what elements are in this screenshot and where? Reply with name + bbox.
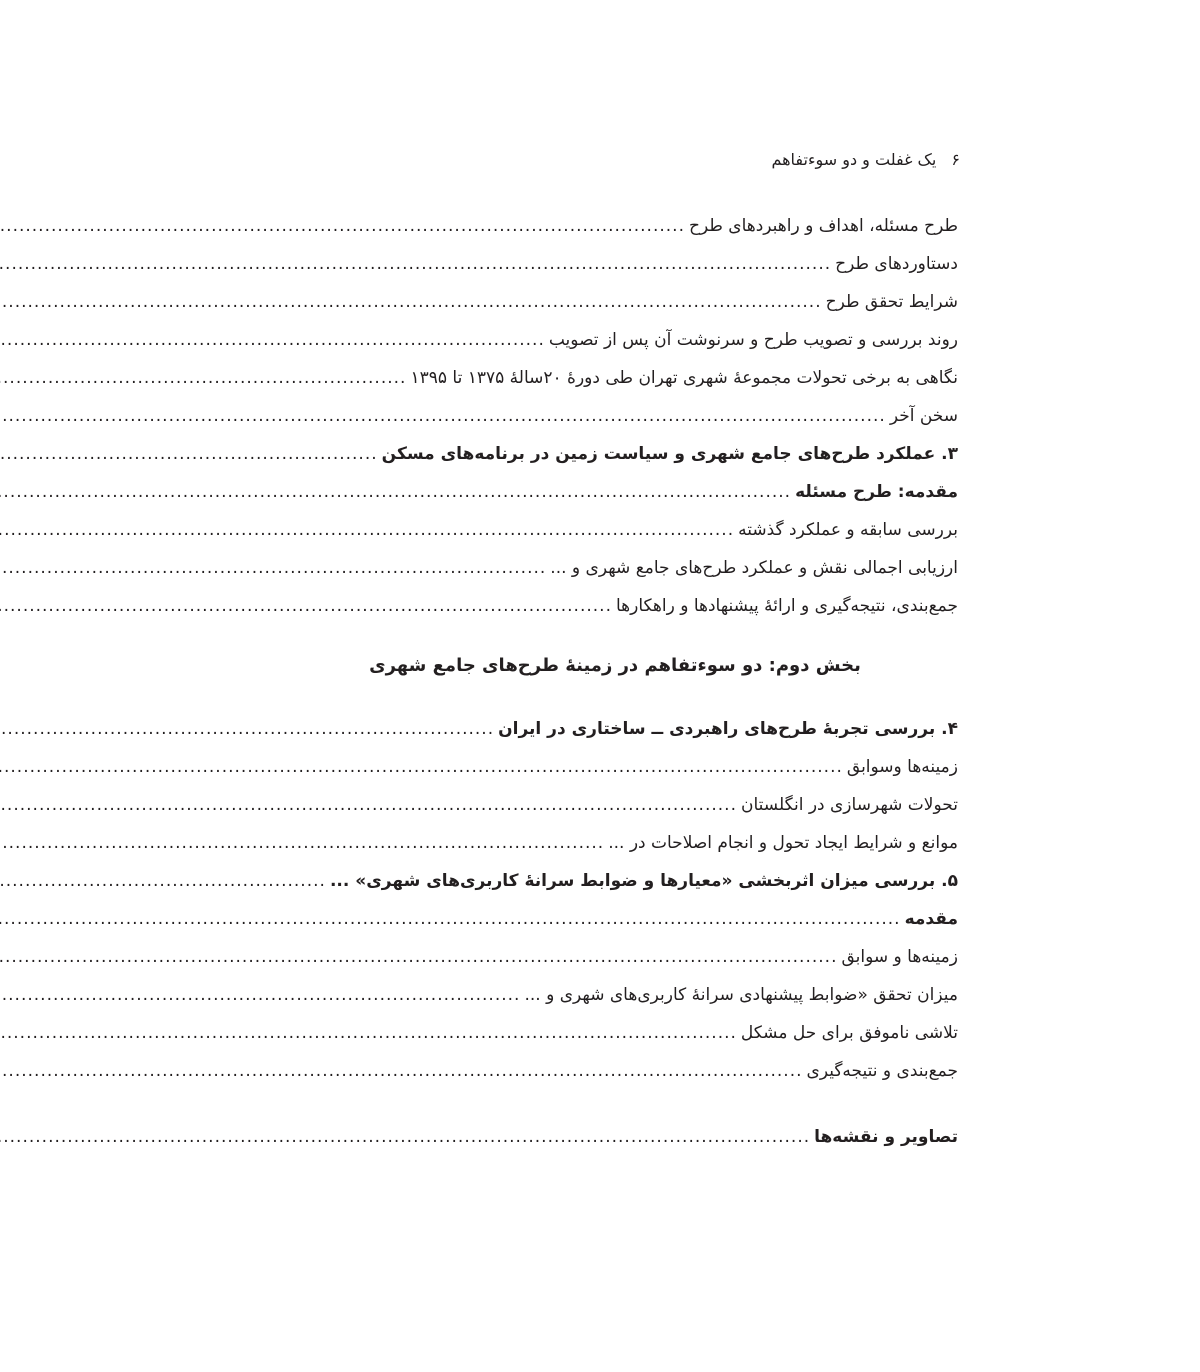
toc-chapter-entry — [272, 710, 958, 748]
part-heading: بخش دوم: دو سوءتفاهم در زمینهٔ طرح‌های جامع شهری — [369, 655, 861, 676]
toc-entry-title: بررسی سابقه و عملکرد گذشته — [738, 520, 958, 540]
toc-entry — [272, 549, 958, 587]
page-number: ۶ — [951, 150, 960, 169]
toc-entry-title: زمینه‌ها وسوابق — [846, 757, 958, 777]
dot-leader — [0, 435, 378, 473]
dot-leader — [0, 549, 546, 587]
toc-entry-title: ۳. عملکرد طرح‌های جامع شهری و سیاست زمین در برنامه‌های مسکن — [381, 444, 958, 464]
toc-entry-title: روند بررسی و تصویب طرح و سرنوشت آن پس از تصویب — [548, 330, 958, 350]
toc-entry-title: مقدمه: طرح مسئله — [795, 482, 958, 502]
toc-chapter-entry — [272, 862, 958, 900]
book-title: یک غفلت و دو سوءتفاهم — [771, 150, 937, 169]
toc-entry-title: طرح مسئله، اهداف و راهبردهای طرح — [688, 216, 958, 236]
dot-leader — [0, 710, 494, 748]
toc-entry-title: تلاشی ناموفق برای حل مشکل — [740, 1023, 958, 1043]
toc-entry — [272, 938, 958, 976]
dot-leader — [0, 1014, 737, 1052]
running-head — [771, 150, 960, 169]
toc-entry-title: سخن آخر — [889, 406, 958, 426]
toc-entry — [272, 397, 958, 435]
toc-entry-title: جمع‌بندی و نتیجه‌گیری — [806, 1061, 958, 1081]
dot-leader — [0, 511, 734, 549]
toc-entry — [272, 748, 958, 786]
toc-entry-title: تصاویر و نقشه‌ها — [814, 1127, 958, 1147]
dot-leader — [0, 862, 326, 900]
toc-entry-title: موانع و شرایط ایجاد تحول و انجام اصلاحات در ... — [608, 833, 958, 853]
dot-leader — [0, 938, 837, 976]
toc-entry — [272, 824, 958, 862]
toc-list-part-2 — [272, 710, 958, 1090]
toc-entry-title: زمینه‌ها و سوابق — [841, 947, 958, 967]
dot-leader — [0, 900, 901, 938]
toc-entry-title: نگاهی به برخی تحولات مجموعهٔ شهری تهران طی دورهٔ ۲۰سالهٔ ۱۳۷۵ تا ۱۳۹۵ — [410, 368, 958, 388]
toc-entry — [272, 511, 958, 549]
toc-entry-title: تحولات شهرسازی در انگلستان — [740, 795, 958, 815]
dot-leader — [0, 397, 886, 435]
toc-entry-title: شرایط تحقق طرح — [825, 292, 958, 312]
toc-entry-title: دستاوردهای طرح — [835, 254, 958, 274]
dot-leader — [0, 359, 406, 397]
toc-entry-title: میزان تحقق «ضوابط پیشنهادی سرانهٔ کاربری‌های شهری و ... — [524, 985, 958, 1005]
toc-entry — [272, 900, 958, 938]
dot-leader — [0, 1052, 803, 1090]
toc-list-part-1 — [272, 207, 958, 625]
dot-leader — [0, 786, 737, 824]
dot-leader — [0, 245, 831, 283]
toc-entry — [272, 587, 958, 625]
toc-entry — [272, 321, 958, 359]
dot-leader — [0, 824, 604, 862]
dot-leader — [0, 473, 791, 511]
toc-entry — [272, 283, 958, 321]
dot-leader — [0, 976, 520, 1014]
toc-entry-title: مقدمه — [904, 909, 958, 929]
toc-entry-title: جمع‌بندی، نتیجه‌گیری و ارائهٔ پیشنهادها و راهکارها — [615, 596, 958, 616]
toc-entry — [272, 1014, 958, 1052]
toc-entry-title: ۵. بررسی میزان اثربخشی «معیارها و ضوابط سرانهٔ کاربری‌های شهری» ... — [329, 871, 958, 891]
dot-leader — [0, 587, 612, 625]
toc-entry — [272, 245, 958, 283]
dot-leader — [0, 283, 822, 321]
dot-leader — [0, 1118, 810, 1156]
toc-entry-title: ارزیابی اجمالی نقش و عملکرد طرح‌های جامع شهری و ... — [550, 558, 958, 578]
dot-leader — [0, 321, 545, 359]
toc-entry — [272, 359, 958, 397]
toc-chapter-entry — [272, 1118, 958, 1156]
toc-entry — [272, 473, 958, 511]
toc-entry — [272, 786, 958, 824]
toc-entry — [272, 1052, 958, 1090]
toc-entry-title: ۴. بررسی تجربهٔ طرح‌های راهبردی ــ ساختاری در ایران — [498, 719, 958, 739]
toc-entry — [272, 207, 958, 245]
toc-chapter-entry — [272, 435, 958, 473]
dot-leader — [0, 748, 843, 786]
toc-list-part-3 — [272, 1118, 958, 1156]
toc-entry — [272, 976, 958, 1014]
dot-leader — [0, 207, 685, 245]
